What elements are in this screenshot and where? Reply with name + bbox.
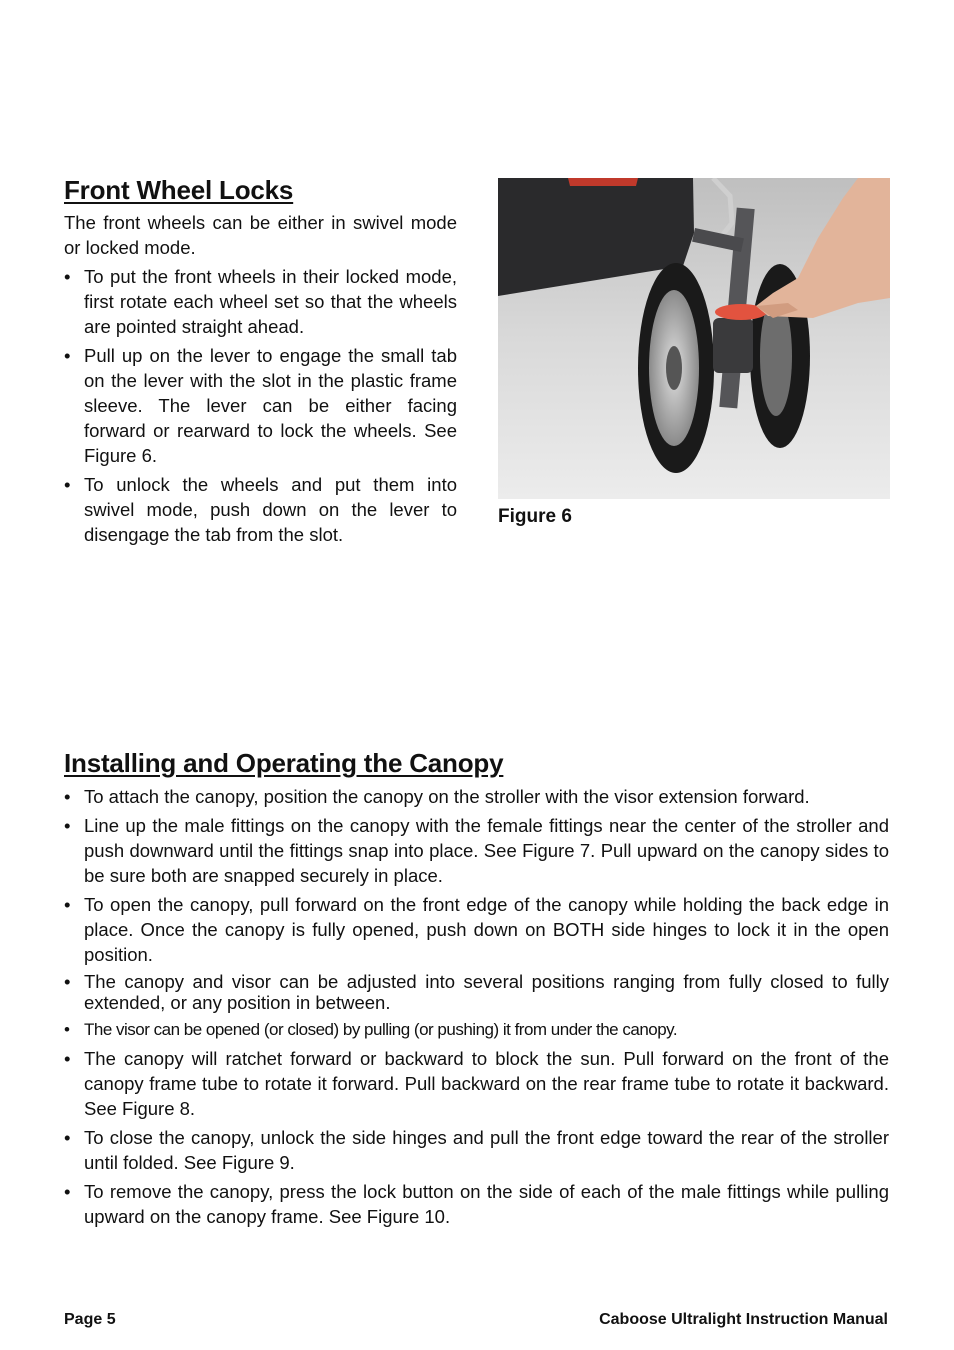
list-item: • The visor can be opened (or closed) by pulling (or pushing) it from under the canopy. [64, 1017, 889, 1042]
heading-canopy: Installing and Operating the Canopy [64, 748, 504, 778]
list-item: • To attach the canopy, position the canopy on the stroller with the visor extension forward. [64, 784, 889, 809]
section-front-wheel-locks [64, 172, 457, 551]
list-item: • To remove the canopy, press the lock button on the side of each of the male fittings while pulling upward on the canopy frame. See Figure 10. [64, 1179, 889, 1229]
list-item: • The canopy will ratchet forward or backward to block the sun. Pull forward on the front of the canopy frame tube to rotate it forward. Pull backward on the rear frame tube to rotate it backward. See Figure 8. [64, 1046, 889, 1121]
manual-title: Caboose Ultralight Instruction Manual [599, 1311, 888, 1328]
heading-front-wheel-locks: Front Wheel Locks [64, 175, 294, 205]
stroller-wheel-illustration [498, 178, 890, 499]
section-canopy [64, 745, 889, 1233]
figure-caption: Figure 6 [498, 506, 572, 527]
bullet-list-canopy [64, 784, 889, 1229]
list-item: • To put the front wheels in their locked mode, first rotate each wheel set so that the wheels are pointed straight ahead. [64, 264, 457, 339]
bullet-list-wheel-locks [64, 264, 457, 547]
list-item: • To open the canopy, pull forward on the front edge of the canopy while holding the back edge in place. Once the canopy is fully opened, push down on BOTH side hinges to lock it in the open position. [64, 892, 889, 967]
intro-text: The front wheels can be either in swivel mode or locked mode. [64, 212, 457, 258]
list-item: • Pull up on the lever to engage the small tab on the lever with the slot in the plastic frame sleeve. The lever can be either facing forward or rearward to lock the wheels. See Figure 6. [64, 343, 457, 468]
list-item: • To close the canopy, unlock the side hinges and pull the front edge toward the rear of the stroller until folded. See Figure 9. [64, 1125, 889, 1175]
page-number: Page 5 [64, 1311, 116, 1328]
list-item: • To unlock the wheels and put them into swivel mode, push down on the lever to disengage the tab from the slot. [64, 472, 457, 547]
list-item: • Line up the male fittings on the canopy with the female fittings near the center of the stroller and push downward until the fittings snap into place. See Figure 7. Pull upward on the canopy sides to be sure both are snapped securely in place. [64, 813, 889, 888]
figure-6-photo [498, 178, 890, 499]
list-item: • The canopy and visor can be adjusted into several positions ranging from fully closed to fully extended, or any position in between. [64, 971, 889, 1013]
